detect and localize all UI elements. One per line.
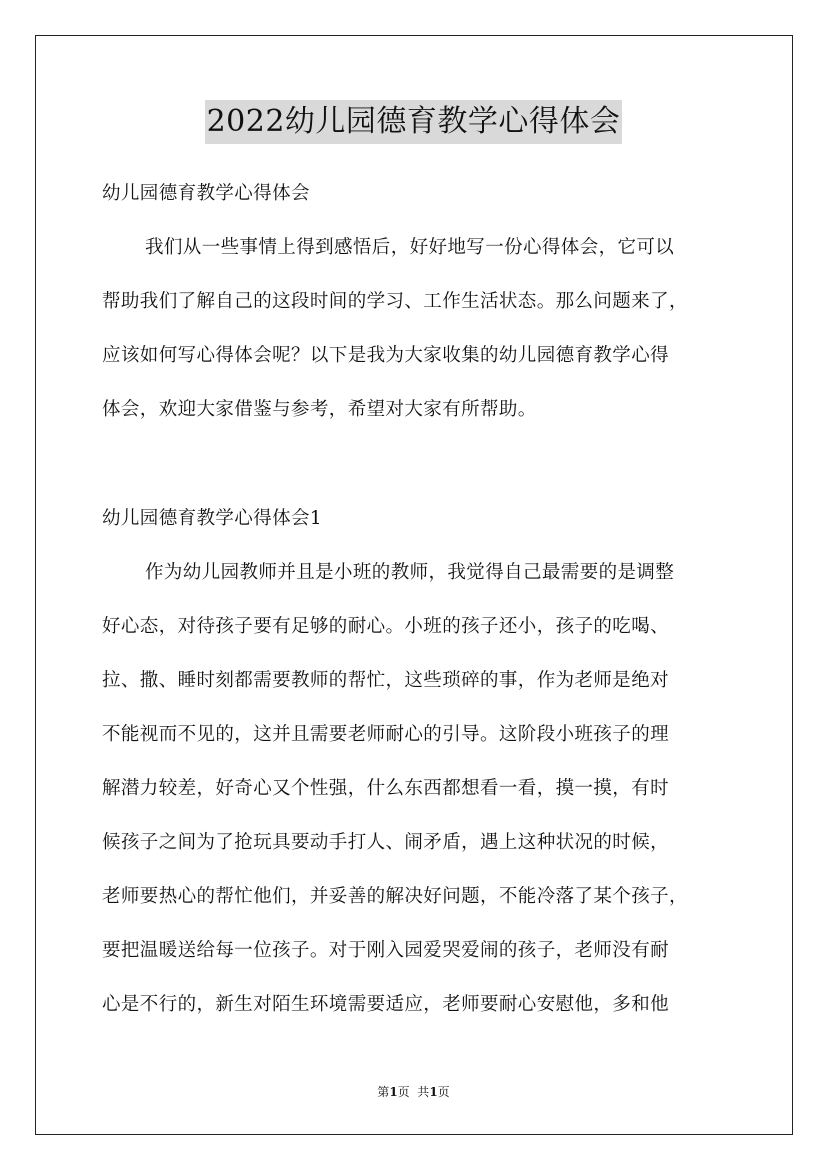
body-line: 作为幼儿园教师并且是小班的教师，我觉得自己最需要的是调整	[145, 562, 675, 583]
intro-line: 帮助我们了解自己的这段时间的学习、工作生活状态。那么问题来了，	[102, 291, 688, 312]
body-line: 好心态，对待孩子要有足够的耐心。小班的孩子还小，孩子的吃喝、	[102, 616, 670, 637]
intro-line: 我们从一些事情上得到感悟后，好好地写一份心得体会，它可以	[145, 237, 675, 258]
title-container	[0, 100, 827, 144]
page-total: 1	[429, 1085, 438, 1099]
page-footer	[0, 1084, 827, 1100]
page-suffix: 页	[437, 1085, 450, 1099]
body-line: 心是不行的，新生对陌生环境需要适应，老师要耐心安慰他，多和他	[102, 994, 670, 1015]
page-prefix: 第	[377, 1085, 390, 1099]
intro-line: 体会，欢迎大家借鉴与参考，希望对大家有所帮助。	[102, 399, 537, 420]
body-line: 老师要热心的帮忙他们，并妥善的解决好问题，不能冷落了某个孩子，	[102, 886, 688, 907]
body-line: 不能视而不见的，这并且需要老师耐心的引导。这阶段小班孩子的理	[102, 724, 670, 745]
body-line: 拉、撒、睡时刻都需要教师的帮忙，这些琐碎的事，作为老师是绝对	[102, 670, 670, 691]
intro-line: 应该如何写心得体会呢？以下是我为大家收集的幼儿园德育教学心得	[102, 345, 670, 366]
document-title: 2022幼儿园德育教学心得体会	[205, 100, 623, 144]
subtitle: 幼儿园德育教学心得体会	[102, 183, 310, 204]
body-line: 候孩子之间为了抢玩具要动手打人、闹矛盾，遇上这种状况的时候，	[102, 832, 670, 853]
body-line: 解潜力较差，好奇心又个性强，什么东西都想看一看，摸一摸，有时	[102, 778, 670, 799]
page-mid: 页 共	[397, 1085, 430, 1099]
page-number: 1	[389, 1085, 398, 1099]
section-heading: 幼儿园德育教学心得体会1	[102, 508, 323, 529]
body-line: 要把温暖送给每一位孩子。对于刚入园爱哭爱闹的孩子，老师没有耐	[102, 940, 670, 961]
